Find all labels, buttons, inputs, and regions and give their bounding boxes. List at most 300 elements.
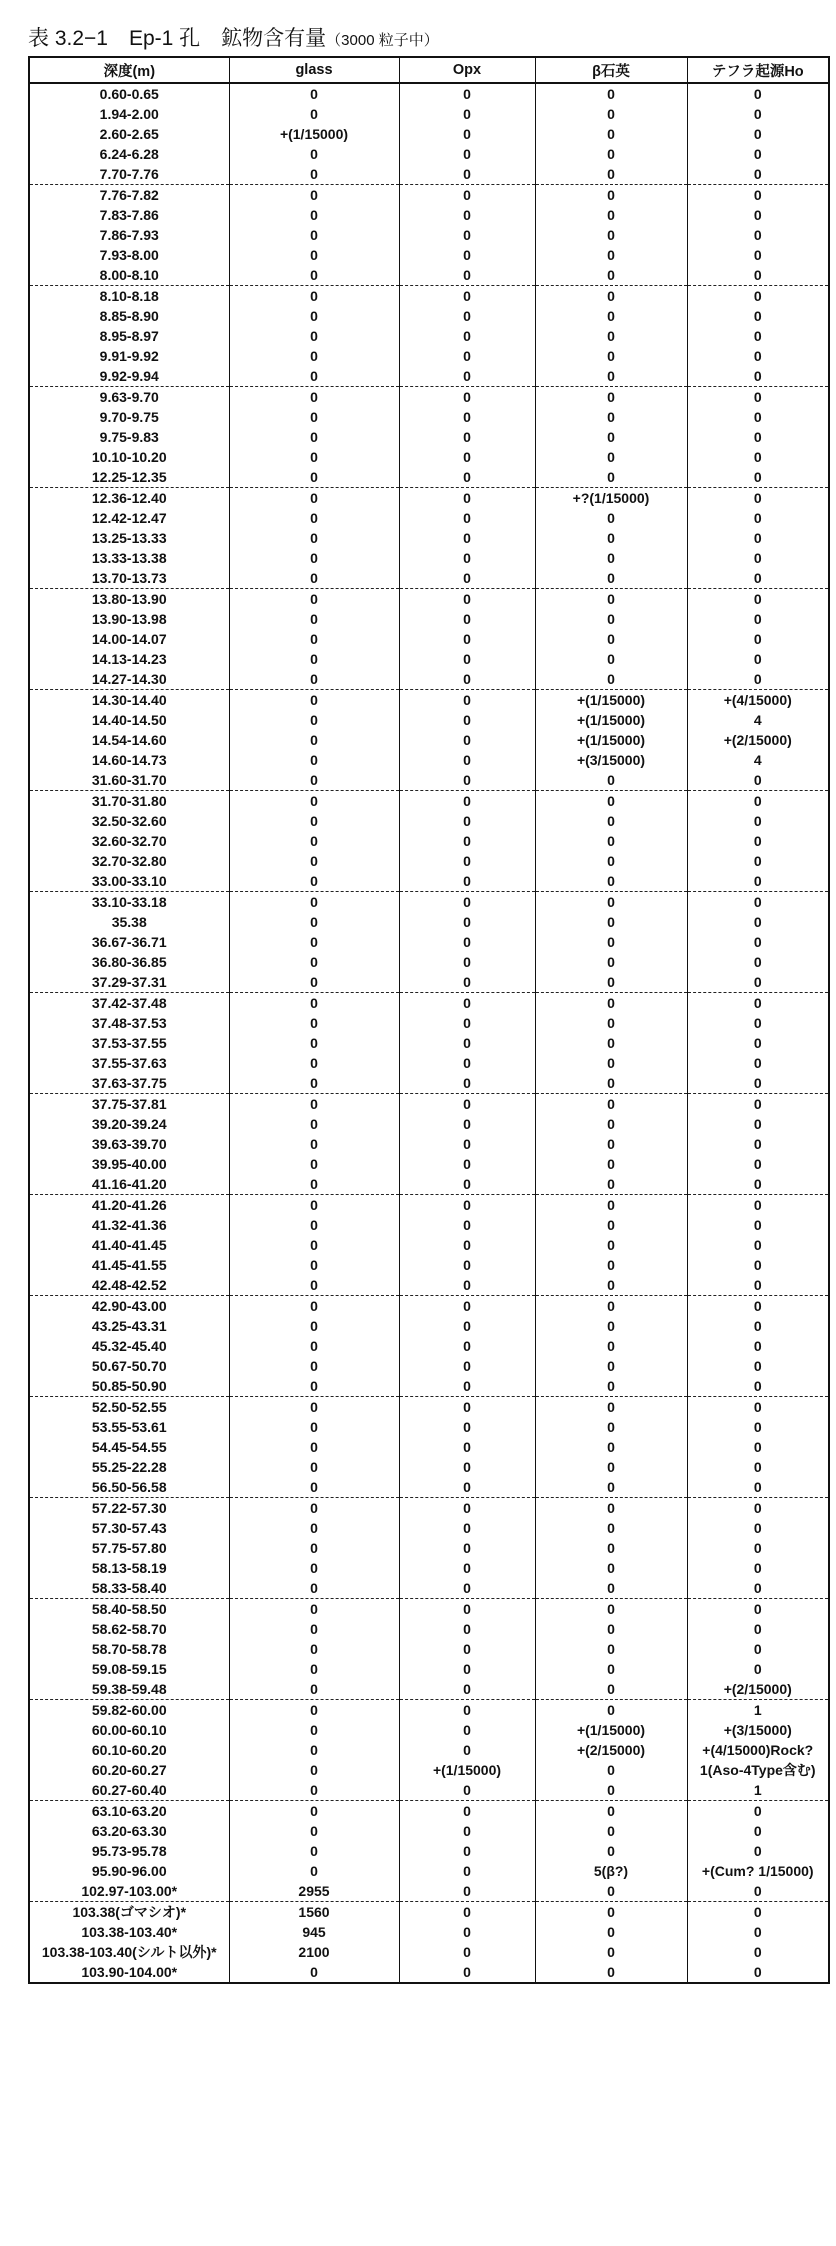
beta-quartz-cell: 0	[535, 629, 687, 649]
glass-cell: 0	[229, 1821, 399, 1841]
tephra-ho-cell: 0	[687, 1538, 829, 1558]
glass-cell: 0	[229, 1518, 399, 1538]
depth-cell: 8.00-8.10	[29, 265, 229, 286]
beta-quartz-cell: 0	[535, 1053, 687, 1073]
beta-quartz-cell: 0	[535, 1255, 687, 1275]
depth-cell: 32.70-32.80	[29, 851, 229, 871]
opx-cell: 0	[399, 589, 535, 610]
glass-cell: 0	[229, 1639, 399, 1659]
table-row	[29, 730, 829, 750]
depth-cell: 43.25-43.31	[29, 1316, 229, 1336]
tephra-ho-cell: 0	[687, 1215, 829, 1235]
glass-cell: 0	[229, 508, 399, 528]
tephra-ho-cell: 0	[687, 1275, 829, 1296]
glass-cell: 0	[229, 589, 399, 610]
tephra-ho-cell: 0	[687, 993, 829, 1014]
depth-cell: 103.38-103.40*	[29, 1922, 229, 1942]
beta-quartz-cell: 0	[535, 1801, 687, 1822]
tephra-ho-cell: 0	[687, 1114, 829, 1134]
table-row	[29, 1801, 829, 1822]
opx-cell: 0	[399, 1053, 535, 1073]
depth-cell: 8.95-8.97	[29, 326, 229, 346]
depth-cell: 63.10-63.20	[29, 1801, 229, 1822]
depth-cell: 60.10-60.20	[29, 1740, 229, 1760]
beta-quartz-cell: 0	[535, 205, 687, 225]
tephra-ho-cell: 0	[687, 791, 829, 812]
depth-cell: 59.38-59.48	[29, 1679, 229, 1700]
tephra-ho-cell: 1(Aso-4Type含む)	[687, 1760, 829, 1780]
glass-cell: 0	[229, 629, 399, 649]
depth-cell: 9.70-9.75	[29, 407, 229, 427]
glass-cell: 0	[229, 306, 399, 326]
opx-cell: 0	[399, 811, 535, 831]
opx-cell: 0	[399, 1417, 535, 1437]
depth-cell: 41.45-41.55	[29, 1255, 229, 1275]
tephra-ho-cell: 0	[687, 1195, 829, 1216]
opx-cell: 0	[399, 164, 535, 185]
opx-cell: 0	[399, 265, 535, 286]
opx-cell: 0	[399, 1457, 535, 1477]
glass-cell: 0	[229, 912, 399, 932]
beta-quartz-cell: 0	[535, 1760, 687, 1780]
beta-quartz-cell: 0	[535, 1134, 687, 1154]
tephra-ho-cell: 0	[687, 1094, 829, 1115]
glass-cell: 0	[229, 1174, 399, 1195]
table-row	[29, 205, 829, 225]
glass-cell: 0	[229, 205, 399, 225]
table-row	[29, 164, 829, 185]
beta-quartz-cell: 0	[535, 972, 687, 993]
beta-quartz-cell: 0	[535, 387, 687, 408]
tephra-ho-cell: 0	[687, 932, 829, 952]
opx-cell: 0	[399, 528, 535, 548]
depth-cell: 13.33-13.38	[29, 548, 229, 568]
glass-cell: 0	[229, 1154, 399, 1174]
opx-cell: 0	[399, 1114, 535, 1134]
beta-quartz-cell: 0	[535, 1639, 687, 1659]
tephra-ho-cell: 0	[687, 589, 829, 610]
tephra-ho-cell: 0	[687, 387, 829, 408]
glass-cell: 0	[229, 1720, 399, 1740]
tephra-ho-cell: +(3/15000)	[687, 1720, 829, 1740]
opx-cell: 0	[399, 387, 535, 408]
tephra-ho-cell: 0	[687, 568, 829, 589]
opx-cell: 0	[399, 104, 535, 124]
beta-quartz-cell: 0	[535, 589, 687, 610]
beta-quartz-cell: 0	[535, 1094, 687, 1115]
table-row	[29, 225, 829, 245]
depth-cell: 41.16-41.20	[29, 1174, 229, 1195]
depth-cell: 39.20-39.24	[29, 1114, 229, 1134]
beta-quartz-cell: 0	[535, 1215, 687, 1235]
beta-quartz-cell: 0	[535, 346, 687, 366]
table-row	[29, 811, 829, 831]
depth-cell: 63.20-63.30	[29, 1821, 229, 1841]
tephra-ho-cell: 0	[687, 811, 829, 831]
tephra-ho-cell: 0	[687, 185, 829, 206]
table-row	[29, 1922, 829, 1942]
glass-cell: 0	[229, 185, 399, 206]
tephra-ho-cell: 0	[687, 306, 829, 326]
opx-cell: 0	[399, 124, 535, 144]
tephra-ho-cell: 0	[687, 83, 829, 104]
beta-quartz-cell: 0	[535, 164, 687, 185]
table-row	[29, 1356, 829, 1376]
opx-cell: 0	[399, 1861, 535, 1881]
glass-cell: 0	[229, 528, 399, 548]
tephra-ho-cell: 0	[687, 1073, 829, 1094]
glass-cell: 0	[229, 1336, 399, 1356]
depth-cell: 41.20-41.26	[29, 1195, 229, 1216]
table-row	[29, 1336, 829, 1356]
opx-cell: 0	[399, 1518, 535, 1538]
depth-cell: 36.67-36.71	[29, 932, 229, 952]
glass-cell: 0	[229, 427, 399, 447]
depth-cell: 31.70-31.80	[29, 791, 229, 812]
opx-cell: +(1/15000)	[399, 1760, 535, 1780]
beta-quartz-cell: 0	[535, 1437, 687, 1457]
opx-cell: 0	[399, 83, 535, 104]
glass-cell: 0	[229, 710, 399, 730]
beta-quartz-cell: 0	[535, 851, 687, 871]
opx-cell: 0	[399, 912, 535, 932]
tephra-ho-cell: 0	[687, 427, 829, 447]
beta-quartz-cell: 0	[535, 1417, 687, 1437]
depth-cell: 6.24-6.28	[29, 144, 229, 164]
table-row	[29, 1457, 829, 1477]
depth-cell: 50.67-50.70	[29, 1356, 229, 1376]
beta-quartz-cell: 0	[535, 144, 687, 164]
opx-cell: 0	[399, 1477, 535, 1498]
opx-cell: 0	[399, 508, 535, 528]
opx-cell: 0	[399, 690, 535, 711]
table-row	[29, 104, 829, 124]
depth-cell: 14.54-14.60	[29, 730, 229, 750]
beta-quartz-cell: 0	[535, 83, 687, 104]
opx-cell: 0	[399, 1073, 535, 1094]
depth-cell: 55.25-22.28	[29, 1457, 229, 1477]
glass-cell: 0	[229, 1578, 399, 1599]
tephra-ho-cell: 0	[687, 831, 829, 851]
tephra-ho-cell: +(Cum? 1/15000)	[687, 1861, 829, 1881]
depth-cell: 14.27-14.30	[29, 669, 229, 690]
glass-cell: 0	[229, 1397, 399, 1418]
tephra-ho-cell: 0	[687, 467, 829, 488]
table-row	[29, 649, 829, 669]
opx-cell: 0	[399, 1942, 535, 1962]
beta-quartz-cell: +(2/15000)	[535, 1740, 687, 1760]
table-row	[29, 1639, 829, 1659]
beta-quartz-cell: 0	[535, 1679, 687, 1700]
opx-cell: 0	[399, 1922, 535, 1942]
beta-quartz-cell: 0	[535, 1174, 687, 1195]
opx-cell: 0	[399, 1013, 535, 1033]
table-row	[29, 1720, 829, 1740]
table-row	[29, 1255, 829, 1275]
depth-cell: 103.38(ゴマシオ)*	[29, 1902, 229, 1923]
depth-cell: 53.55-53.61	[29, 1417, 229, 1437]
table-row	[29, 609, 829, 629]
glass-cell: 0	[229, 387, 399, 408]
glass-cell: 0	[229, 932, 399, 952]
depth-cell: 33.10-33.18	[29, 892, 229, 913]
glass-cell: 0	[229, 1114, 399, 1134]
depth-cell: 37.75-37.81	[29, 1094, 229, 1115]
table-row	[29, 1841, 829, 1861]
table-row	[29, 1134, 829, 1154]
depth-cell: 39.63-39.70	[29, 1134, 229, 1154]
tephra-ho-cell: 0	[687, 528, 829, 548]
glass-cell: 0	[229, 1679, 399, 1700]
depth-cell: 10.10-10.20	[29, 447, 229, 467]
depth-cell: 32.60-32.70	[29, 831, 229, 851]
depth-cell: 95.90-96.00	[29, 1861, 229, 1881]
tephra-ho-cell: 0	[687, 407, 829, 427]
tephra-ho-cell: 0	[687, 286, 829, 307]
table-row	[29, 1821, 829, 1841]
glass-cell: 0	[229, 1316, 399, 1336]
tephra-ho-cell: 0	[687, 1922, 829, 1942]
opx-cell: 0	[399, 1033, 535, 1053]
opx-cell: 0	[399, 1356, 535, 1376]
table-row	[29, 912, 829, 932]
beta-quartz-cell: 0	[535, 1902, 687, 1923]
tephra-ho-cell: 0	[687, 245, 829, 265]
tephra-ho-cell: 0	[687, 205, 829, 225]
depth-cell: 35.38	[29, 912, 229, 932]
opx-cell: 0	[399, 1174, 535, 1195]
glass-cell: 0	[229, 730, 399, 750]
table-row	[29, 710, 829, 730]
tephra-ho-cell: 0	[687, 609, 829, 629]
table-row	[29, 1154, 829, 1174]
opx-cell: 0	[399, 1296, 535, 1317]
table-row	[29, 1700, 829, 1721]
glass-cell: 0	[229, 993, 399, 1014]
table-row	[29, 1902, 829, 1923]
tephra-ho-cell: 0	[687, 1033, 829, 1053]
beta-quartz-cell: 0	[535, 892, 687, 913]
table-row	[29, 1740, 829, 1760]
tephra-ho-cell: 0	[687, 1417, 829, 1437]
depth-cell: 13.90-13.98	[29, 609, 229, 629]
beta-quartz-cell: 0	[535, 124, 687, 144]
glass-cell: 0	[229, 144, 399, 164]
opx-cell: 0	[399, 568, 535, 589]
opx-cell: 0	[399, 1720, 535, 1740]
depth-cell: 60.27-60.40	[29, 1780, 229, 1801]
glass-cell: 2955	[229, 1881, 399, 1902]
depth-cell: 58.33-58.40	[29, 1578, 229, 1599]
beta-quartz-cell: 0	[535, 669, 687, 690]
beta-quartz-cell: +(1/15000)	[535, 730, 687, 750]
table-row	[29, 629, 829, 649]
beta-quartz-cell: 0	[535, 1336, 687, 1356]
table-row	[29, 83, 829, 104]
beta-quartz-cell: 0	[535, 1619, 687, 1639]
tephra-ho-cell: 0	[687, 1821, 829, 1841]
table-row	[29, 952, 829, 972]
beta-quartz-cell: 0	[535, 1841, 687, 1861]
opx-cell: 0	[399, 1538, 535, 1558]
tephra-ho-cell: 0	[687, 892, 829, 913]
table-row	[29, 427, 829, 447]
tephra-ho-cell: 0	[687, 1134, 829, 1154]
table-row	[29, 407, 829, 427]
opx-cell: 0	[399, 185, 535, 206]
tephra-ho-cell: 0	[687, 164, 829, 185]
beta-quartz-cell: 0	[535, 1296, 687, 1317]
table-row	[29, 306, 829, 326]
opx-cell: 0	[399, 750, 535, 770]
tephra-ho-cell: 0	[687, 508, 829, 528]
beta-quartz-cell: 0	[535, 1518, 687, 1538]
depth-cell: 14.40-14.50	[29, 710, 229, 730]
beta-quartz-cell: 0	[535, 649, 687, 669]
depth-cell: 54.45-54.55	[29, 1437, 229, 1457]
table-row	[29, 1316, 829, 1336]
depth-cell: 14.60-14.73	[29, 750, 229, 770]
table-row	[29, 1437, 829, 1457]
table-row	[29, 185, 829, 206]
beta-quartz-cell: 0	[535, 245, 687, 265]
opx-cell: 0	[399, 467, 535, 488]
tephra-ho-cell: 0	[687, 1578, 829, 1599]
table-row	[29, 1053, 829, 1073]
opx-cell: 0	[399, 932, 535, 952]
tephra-ho-cell: 0	[687, 1498, 829, 1519]
glass-cell: 0	[229, 609, 399, 629]
glass-cell: 0	[229, 1013, 399, 1033]
glass-cell: 0	[229, 467, 399, 488]
opx-cell: 0	[399, 1437, 535, 1457]
tephra-ho-cell: 0	[687, 1801, 829, 1822]
depth-cell: 58.13-58.19	[29, 1558, 229, 1578]
tephra-ho-cell: 0	[687, 1457, 829, 1477]
depth-cell: 7.70-7.76	[29, 164, 229, 185]
beta-quartz-cell: 0	[535, 508, 687, 528]
tephra-ho-cell: 0	[687, 1477, 829, 1498]
tephra-ho-cell: 0	[687, 326, 829, 346]
beta-quartz-cell: 0	[535, 568, 687, 589]
beta-quartz-cell: 0	[535, 770, 687, 791]
opx-cell: 0	[399, 730, 535, 750]
tephra-ho-cell: 0	[687, 1053, 829, 1073]
opx-cell: 0	[399, 993, 535, 1014]
table-row	[29, 972, 829, 993]
table-row	[29, 1013, 829, 1033]
beta-quartz-cell: 0	[535, 1477, 687, 1498]
depth-cell: 2.60-2.65	[29, 124, 229, 144]
depth-cell: 12.42-12.47	[29, 508, 229, 528]
table-row	[29, 1558, 829, 1578]
opx-cell: 0	[399, 488, 535, 509]
tephra-ho-cell: 0	[687, 1518, 829, 1538]
beta-quartz-cell: 0	[535, 1578, 687, 1599]
beta-quartz-cell: 0	[535, 1881, 687, 1902]
glass-cell: 0	[229, 649, 399, 669]
tephra-ho-cell: +(4/15000)	[687, 690, 829, 711]
table-caption	[28, 22, 439, 52]
glass-cell: 0	[229, 1437, 399, 1457]
depth-cell: 41.40-41.45	[29, 1235, 229, 1255]
glass-cell: 0	[229, 407, 399, 427]
glass-cell: 0	[229, 1235, 399, 1255]
glass-cell: 0	[229, 1760, 399, 1780]
beta-quartz-cell: 0	[535, 1397, 687, 1418]
opx-cell: 0	[399, 1376, 535, 1397]
table-row	[29, 1659, 829, 1679]
depth-cell: 31.60-31.70	[29, 770, 229, 791]
opx-cell: 0	[399, 629, 535, 649]
glass-cell: 0	[229, 1659, 399, 1679]
beta-quartz-cell: 0	[535, 1498, 687, 1519]
opx-cell: 0	[399, 770, 535, 791]
glass-cell: 0	[229, 750, 399, 770]
opx-cell: 0	[399, 871, 535, 892]
opx-cell: 0	[399, 1599, 535, 1620]
depth-cell: 1.94-2.00	[29, 104, 229, 124]
table-row	[29, 568, 829, 589]
tephra-ho-cell: 4	[687, 710, 829, 730]
table-row	[29, 770, 829, 791]
opx-cell: 0	[399, 1700, 535, 1721]
opx-cell: 0	[399, 1498, 535, 1519]
table-row	[29, 1073, 829, 1094]
table-row	[29, 245, 829, 265]
opx-cell: 0	[399, 225, 535, 245]
opx-cell: 0	[399, 649, 535, 669]
depth-cell: 59.82-60.00	[29, 1700, 229, 1721]
opx-cell: 0	[399, 609, 535, 629]
depth-cell: 0.60-0.65	[29, 83, 229, 104]
opx-cell: 0	[399, 831, 535, 851]
beta-quartz-cell: 0	[535, 366, 687, 387]
table-row	[29, 1275, 829, 1296]
depth-cell: 52.50-52.55	[29, 1397, 229, 1418]
tephra-ho-cell: 0	[687, 1962, 829, 1983]
opx-cell: 0	[399, 366, 535, 387]
beta-quartz-cell: 0	[535, 1599, 687, 1620]
opx-cell: 0	[399, 851, 535, 871]
opx-cell: 0	[399, 326, 535, 346]
glass-cell: 0	[229, 245, 399, 265]
table-row	[29, 669, 829, 690]
glass-cell: 0	[229, 972, 399, 993]
beta-quartz-cell: 0	[535, 912, 687, 932]
opx-cell: 0	[399, 1397, 535, 1418]
opx-cell: 0	[399, 1316, 535, 1336]
depth-cell: 12.25-12.35	[29, 467, 229, 488]
beta-quartz-cell: 0	[535, 993, 687, 1014]
depth-cell: 13.70-13.73	[29, 568, 229, 589]
tephra-ho-cell: 1	[687, 1700, 829, 1721]
beta-quartz-cell: 0	[535, 528, 687, 548]
opx-cell: 0	[399, 407, 535, 427]
table-row	[29, 326, 829, 346]
depth-cell: 7.86-7.93	[29, 225, 229, 245]
tephra-ho-cell: 0	[687, 225, 829, 245]
table-row	[29, 1195, 829, 1216]
beta-quartz-cell: 0	[535, 467, 687, 488]
beta-quartz-cell: 0	[535, 1316, 687, 1336]
opx-cell: 0	[399, 1639, 535, 1659]
tephra-ho-cell: 0	[687, 144, 829, 164]
beta-quartz-cell: 0	[535, 1942, 687, 1962]
glass-cell: 0	[229, 892, 399, 913]
depth-cell: 102.97-103.00*	[29, 1881, 229, 1902]
depth-cell: 103.38-103.40(シルト以外)*	[29, 1942, 229, 1962]
